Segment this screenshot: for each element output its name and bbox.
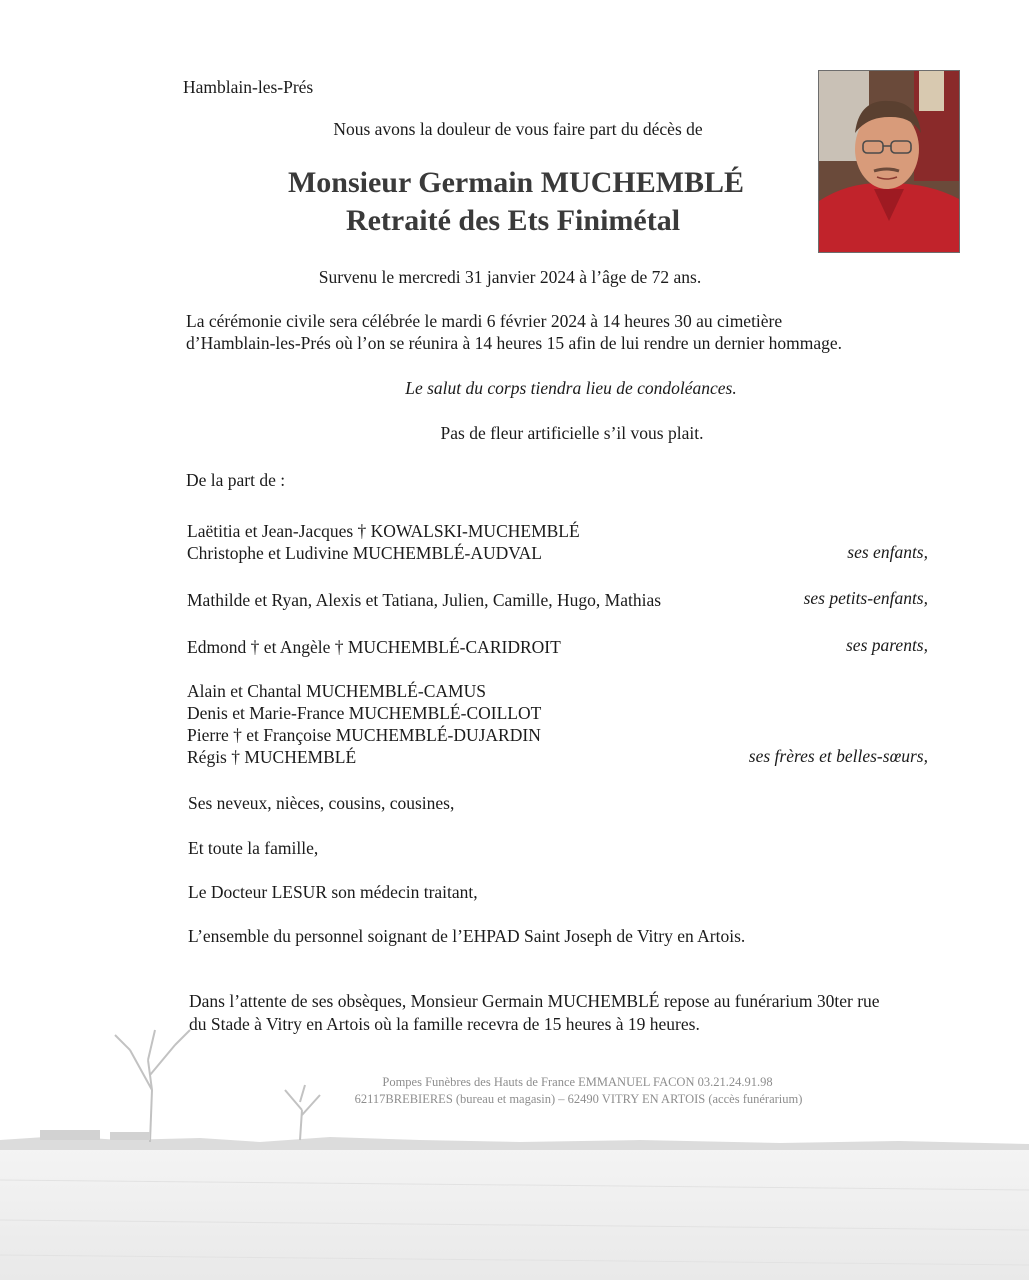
portrait-image [819,71,959,252]
deceased-date: Survenu le mercredi 31 janvier 2024 à l’âge de 72 ans. [318,267,702,287]
others-line-2: Et toute la famille, [188,838,319,858]
footer-line-1: Pompes Funèbres des Hauts de France EMMANUEL FACON 03.21.24.91.98 [382,1075,773,1089]
intro-text: Nous avons la douleur de vous faire part du décès de [333,119,703,139]
siblings-line-1: Alain et Chantal MUCHEMBLÉ-CAMUS [187,681,486,701]
children-role: ses enfants, [847,542,928,562]
parents-line: Edmond † et Angèle † MUCHEMBLÉ-CARIDROIT [187,637,561,657]
footer-line-2: 62117BREBIERES (bureau et magasin) – 62490 VITRY EN ARTOIS (accès funérarium) [354,1092,803,1106]
deceased-name: Monsieur Germain MUCHEMBLÉ [287,166,745,199]
location: Hamblain-les-Prés [183,77,314,97]
rest-line-2: du Stade à Vitry en Artois où la famille recevra de 15 heures à 19 heures. [189,1014,700,1034]
grandchildren-line: Mathilde et Ryan, Alexis et Tatiana, Julien, Camille, Hugo, Mathias [187,590,662,610]
siblings-role: ses frères et belles-sœurs, [748,746,928,766]
others-line-3: Le Docteur LESUR son médecin traitant, [188,882,478,902]
ceremony-line-2: d’Hamblain-les-Prés où l’on se réunira à 14 heures 15 afin de lui rendre un dernier hommage. [186,333,843,353]
others-line-1: Ses neveux, nièces, cousins, cousines, [188,793,455,813]
siblings-line-2: Denis et Marie-France MUCHEMBLÉ-COILLOT [187,703,542,723]
from-label: De la part de : [186,470,286,490]
grandchildren-role: ses petits-enfants, [803,588,928,608]
siblings-line-3: Pierre † et Françoise MUCHEMBLÉ-DUJARDIN [187,725,541,745]
deceased-occupation: Retraité des Ets Finimétal [345,204,681,237]
portrait-photo [818,70,960,253]
rest-line-1: Dans l’attente de ses obsèques, Monsieur Germain MUCHEMBLÉ repose au funérarium 30ter rue [189,991,880,1011]
others-line-4: L’ensemble du personnel soignant de l’EHPAD Saint Joseph de Vitry en Artois. [188,926,746,946]
condolences-note: Le salut du corps tiendra lieu de condoléances. [405,378,737,398]
parents-role: ses parents, [846,635,928,655]
siblings-line-4: Régis † MUCHEMBLÉ [187,747,357,767]
children-line-1: Laëtitia et Jean-Jacques † KOWALSKI-MUCHEMBLÉ [187,521,580,541]
flowers-note: Pas de fleur artificielle s’il vous plait. [440,423,704,443]
ceremony-line-1: La cérémonie civile sera célébrée le mardi 6 février 2024 à 14 heures 30 au cimetière [186,311,783,331]
children-line-2: Christophe et Ludivine MUCHEMBLÉ-AUDVAL [187,543,542,563]
